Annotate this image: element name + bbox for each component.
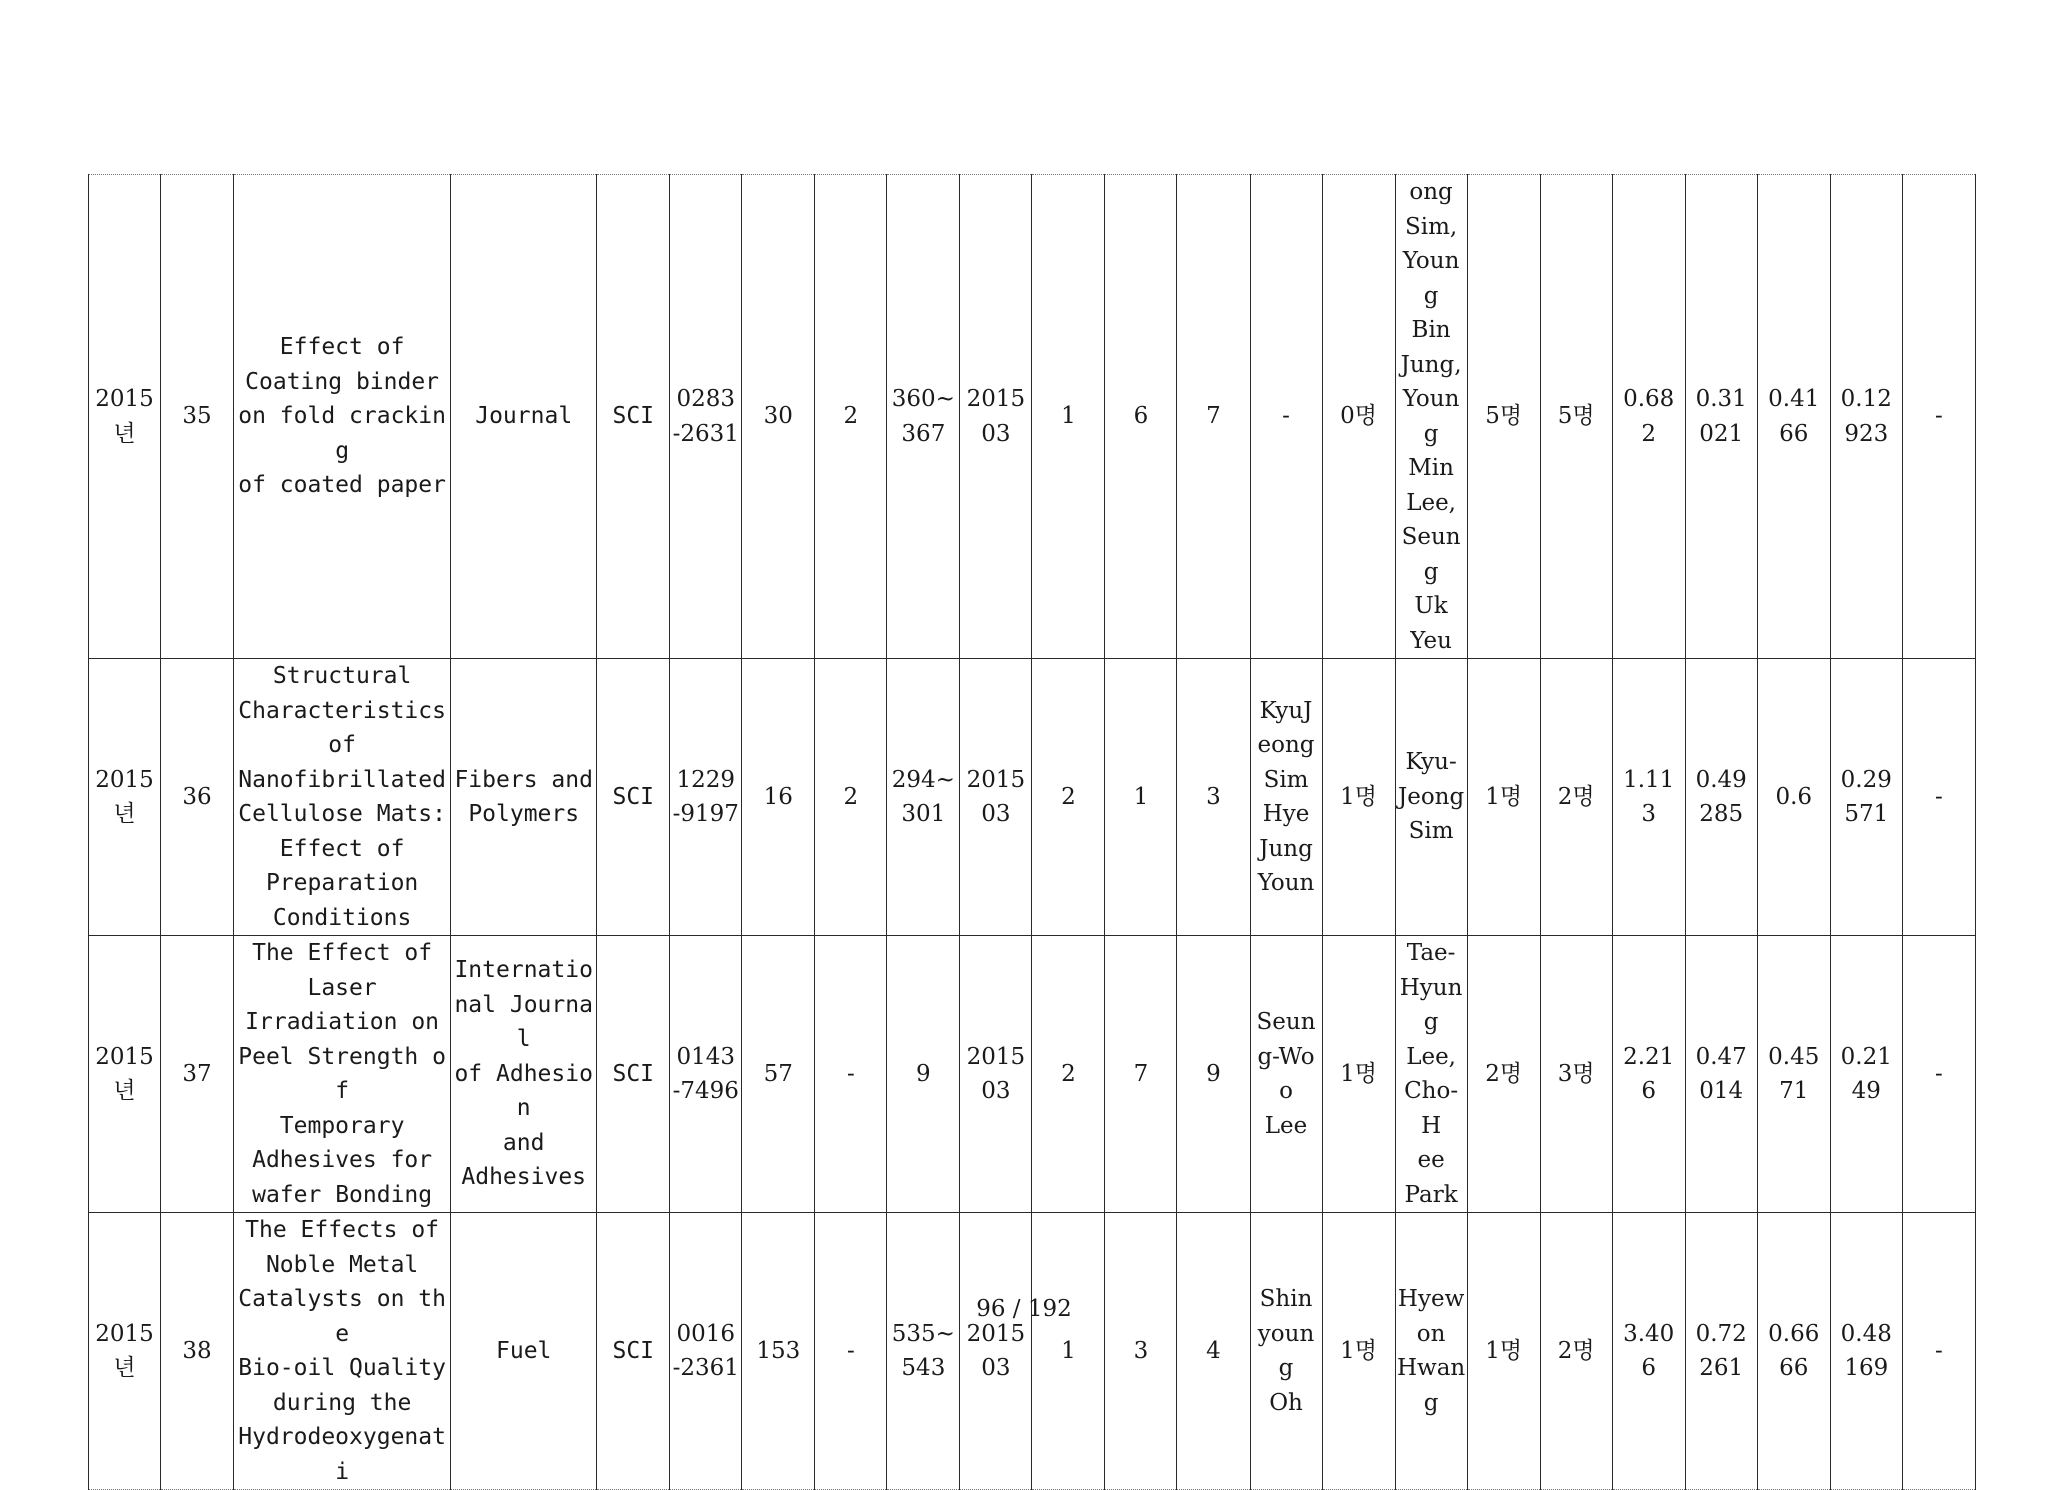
author-count-cell-b: 2명: [1467, 936, 1540, 1213]
issn-cell: 1229 -9197: [670, 659, 742, 936]
count-cell-b: 3: [1105, 1213, 1177, 1490]
journal-name-cell: Fuel: [451, 1213, 597, 1490]
pages-cell: 535~ 543: [887, 1213, 960, 1490]
table-row: [89, 936, 1976, 1213]
score-cell-c: 0.21 49: [1830, 936, 1902, 1213]
volume-cell: 153: [742, 1213, 815, 1490]
number-cell: 37: [161, 936, 234, 1213]
score-cell-a: 0.72 261: [1685, 1213, 1757, 1490]
author-count-cell-b: 1명: [1467, 659, 1540, 936]
author-names-cell-b: Kyu- Jeong Sim: [1395, 659, 1467, 936]
score-cell-a: 0.31 021: [1685, 175, 1757, 659]
author-count-cell-b: 1명: [1467, 1213, 1540, 1490]
table-row: [89, 1213, 1976, 1490]
publication-date-cell: 2015 03: [960, 175, 1032, 659]
impact-factor-cell: 0.68 2: [1612, 175, 1685, 659]
page-number: 96 / 192: [976, 1296, 1072, 1322]
count-cell-a: 2: [1032, 659, 1105, 936]
count-cell-total: 4: [1177, 1213, 1250, 1490]
number-cell: 38: [161, 1213, 234, 1490]
paper-title-cell: The Effects of Noble Metal Catalysts on the Bio-oil Quality during the Hydrodeoxygenati: [234, 1213, 451, 1490]
volume-cell: 57: [742, 936, 815, 1213]
issue-cell: 2: [815, 175, 887, 659]
issn-cell: 0016 -2361: [670, 1213, 742, 1490]
pages-cell: 360~ 367: [887, 175, 960, 659]
table-row: [89, 175, 1976, 659]
paper-title-cell: Structural Characteristics of Nanofibrillated Cellulose Mats: Effect of Preparation Conditions: [234, 659, 451, 936]
author-names-cell-b: Hyew on Hwang: [1395, 1213, 1467, 1490]
author-count-cell-total: 5명: [1540, 175, 1612, 659]
paper-title-cell: Effect of Coating binder on fold cracking of coated paper: [234, 175, 451, 659]
paper-title-cell: The Effect of Laser Irradiation on Peel Strength of Temporary Adhesives for wafer Bonding: [234, 936, 451, 1213]
table-row: [89, 659, 1976, 936]
year-cell: 2015 년: [89, 936, 161, 1213]
score-cell-c: 0.29 571: [1830, 659, 1902, 936]
remarks-cell: -: [1902, 659, 1975, 936]
author-names-cell-a: Seun g-Woo Lee: [1250, 936, 1322, 1213]
publication-date-cell: 2015 03: [960, 659, 1032, 936]
index-cell: SCI: [597, 659, 670, 936]
remarks-cell: -: [1902, 936, 1975, 1213]
issue-cell: -: [815, 936, 887, 1213]
count-cell-a: 1: [1032, 1213, 1105, 1490]
author-count-cell-a: 0명: [1322, 175, 1395, 659]
author-count-cell-total: 2명: [1540, 659, 1612, 936]
year-cell: 2015 년: [89, 175, 161, 659]
impact-factor-cell: 1.11 3: [1612, 659, 1685, 936]
journal-name-cell: Fibers and Polymers: [451, 659, 597, 936]
score-cell-b: 0.6: [1757, 659, 1830, 936]
remarks-cell: -: [1902, 175, 1975, 659]
impact-factor-cell: 2.21 6: [1612, 936, 1685, 1213]
issn-cell: 0283 -2631: [670, 175, 742, 659]
volume-cell: 30: [742, 175, 815, 659]
score-cell-b: 0.41 66: [1757, 175, 1830, 659]
count-cell-total: 9: [1177, 936, 1250, 1213]
count-cell-b: 7: [1105, 936, 1177, 1213]
author-count-cell-a: 1명: [1322, 1213, 1395, 1490]
score-cell-b: 0.45 71: [1757, 936, 1830, 1213]
score-cell-b: 0.66 66: [1757, 1213, 1830, 1490]
author-count-cell-a: 1명: [1322, 659, 1395, 936]
score-cell-a: 0.47 014: [1685, 936, 1757, 1213]
count-cell-a: 1: [1032, 175, 1105, 659]
score-cell-c: 0.12 923: [1830, 175, 1902, 659]
score-cell-a: 0.49 285: [1685, 659, 1757, 936]
number-cell: 36: [161, 659, 234, 936]
score-cell-c: 0.48 169: [1830, 1213, 1902, 1490]
count-cell-b: 1: [1105, 659, 1177, 936]
author-count-cell-b: 5명: [1467, 175, 1540, 659]
count-cell-total: 3: [1177, 659, 1250, 936]
impact-factor-cell: 3.40 6: [1612, 1213, 1685, 1490]
author-names-cell-b: ong Sim, Young Bin Jung, Young Min Lee, Seung Uk Yeu: [1395, 175, 1467, 659]
issn-cell: 0143 -7496: [670, 936, 742, 1213]
count-cell-b: 6: [1105, 175, 1177, 659]
year-cell: 2015 년: [89, 1213, 161, 1490]
remarks-cell: -: [1902, 1213, 1975, 1490]
index-cell: SCI: [597, 936, 670, 1213]
author-names-cell-a: KyuJ eong Sim Hye Jung Youn: [1250, 659, 1322, 936]
author-names-cell-b: Tae- Hyung Lee, Cho-H ee Park: [1395, 936, 1467, 1213]
journal-name-cell: Journal: [451, 175, 597, 659]
publications-table: [88, 174, 1976, 1490]
publication-date-cell: 2015 03: [960, 936, 1032, 1213]
pages-cell: 9: [887, 936, 960, 1213]
author-count-cell-a: 1명: [1322, 936, 1395, 1213]
publication-date-cell: 2015 03: [960, 1213, 1032, 1490]
year-cell: 2015 년: [89, 659, 161, 936]
table-body: [89, 175, 1976, 1490]
author-names-cell-a: Shin young Oh: [1250, 1213, 1322, 1490]
pages-cell: 294~ 301: [887, 659, 960, 936]
issue-cell: -: [815, 1213, 887, 1490]
author-count-cell-total: 3명: [1540, 936, 1612, 1213]
author-names-cell-a: -: [1250, 175, 1322, 659]
journal-name-cell: Internatio nal Journal of Adhesion and Adhesives: [451, 936, 597, 1213]
number-cell: 35: [161, 175, 234, 659]
count-cell-total: 7: [1177, 175, 1250, 659]
issue-cell: 2: [815, 659, 887, 936]
index-cell: SCI: [597, 1213, 670, 1490]
index-cell: SCI: [597, 175, 670, 659]
author-count-cell-total: 2명: [1540, 1213, 1612, 1490]
count-cell-a: 2: [1032, 936, 1105, 1213]
volume-cell: 16: [742, 659, 815, 936]
